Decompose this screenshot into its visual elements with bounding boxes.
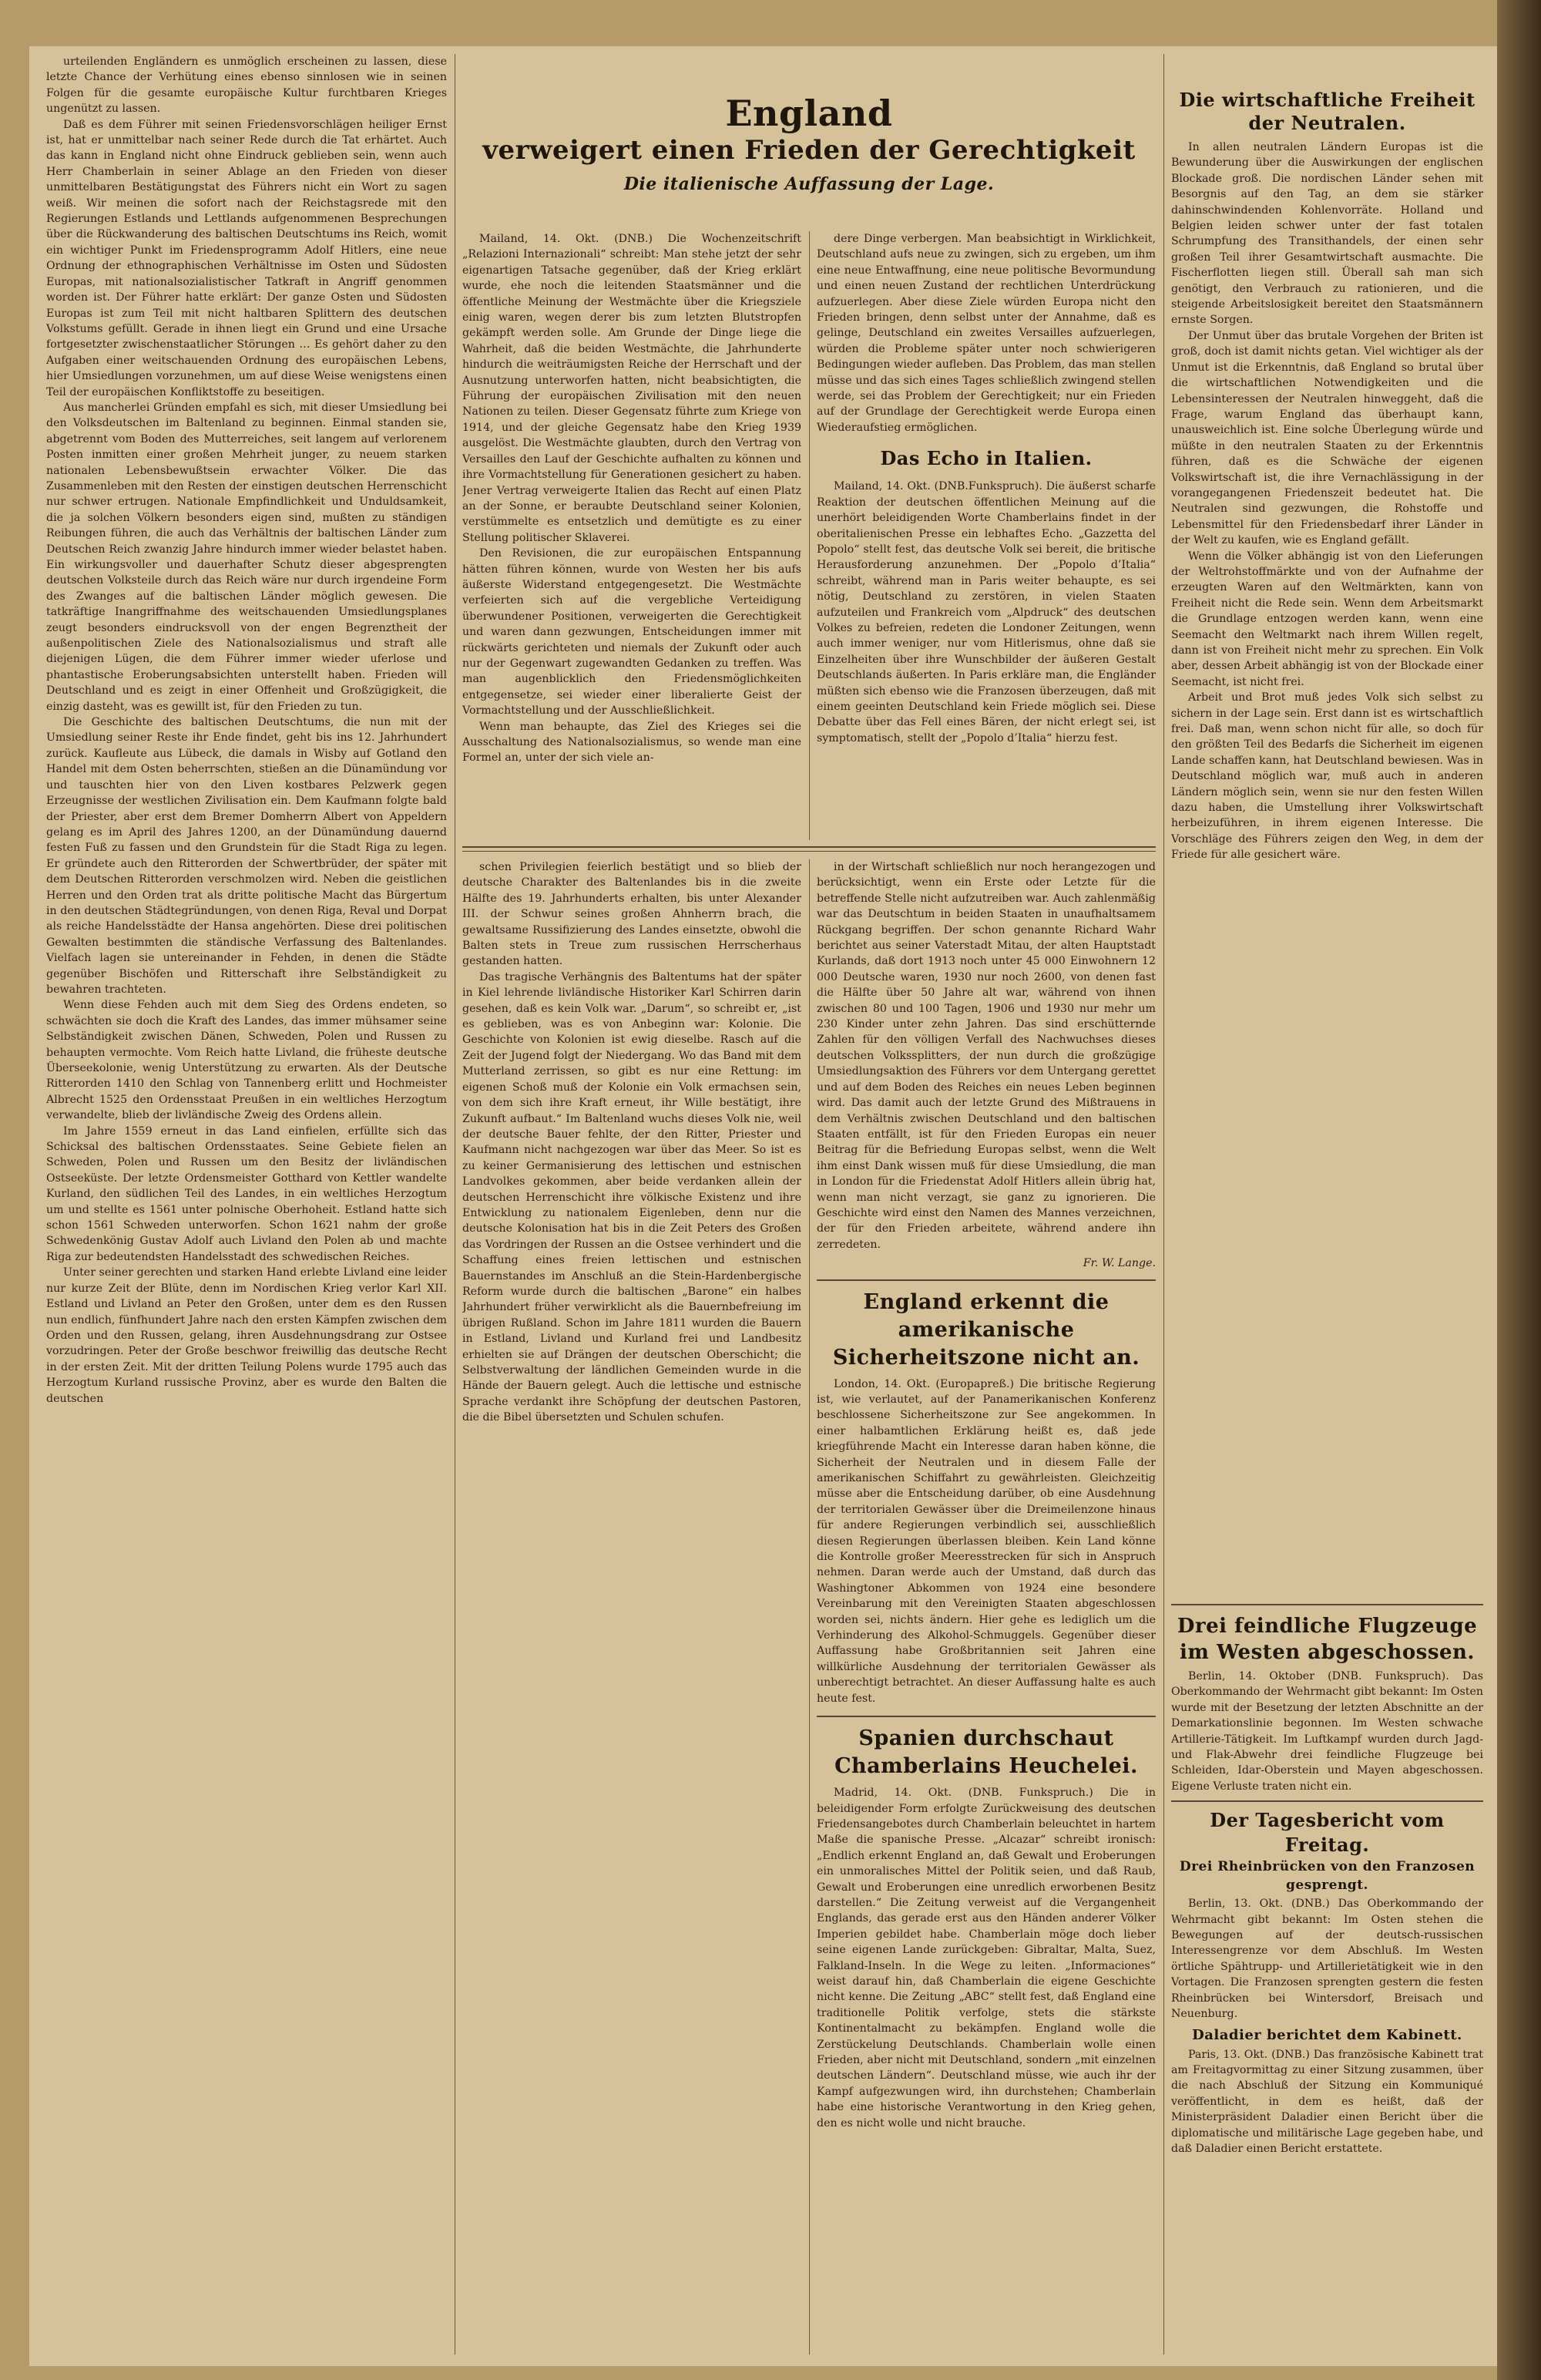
section-rule: [817, 1716, 1156, 1717]
paragraph: Den Revisionen, die zur europäischen Entspannung hätten führen können, wurde von Westen her bis aufs äußerste Widerstand entgegengesetzt. Die Westmächte verfeierten sich auf die vergebliche Verteidigung überwundener Positionen, verweigerten die Gerechtigkeit und waren dann gezwungen, Entscheidungen immer mit rückwärts gerichteten und niemals der Zukunft oder auch nur der Gegenwart zugewandten Gedanken zu treffen. Was man augenblicklich den Friedensmöglichkeiten entgegensetze, sei wieder einer liberalierte Geist der Vormachtstellung und der Ausschließlichkeit.: [462, 547, 801, 718]
paragraph: Berlin, 13. Okt. (DNB.) Das Oberkommando der Wehrmacht gibt bekannt: Im Osten stehen die Bewegungen auf der deutsch-russischen Interessengrenze vor dem Abschluß. Im Westen örtliche Spähtrupp- und Artillerietätigkeit wie in den Vortagen. Die Franzosen sprengten gestern die festen Rheinbrücken bei Wintersdorf, Breisach und Neuenburg.: [1171, 1898, 1483, 2021]
page-edge: [1497, 0, 1541, 2380]
balten-continuation-a: [462, 859, 801, 2355]
paragraph: Aus mancherlei Gründen empfahl es sich, mit dieser Umsiedlung bei den Volksdeutschen im Baltenland zu beginnen. Einmal standen sie, abgetrennt vom Boden des Mutterreiches, seit langem auf verlorenem Posten inmitten einer großen Mehrheit junger, zu neuem starken nationalen Lebensbewußtsein erwachter Völker. Die das Zusammenleben mit den Resten der einstigen deutschen Herrenschicht nur schwer ertrugen. Nationale Empfindlichkeit und Unduldsamkeit, die ja solchen Völkern besonders eigen sind, mußten zu ständigen Reibungen führen, die auch das Verhältnis der baltischen Länder zum Deutschen Reich zwanzig Jahre hindurch immer wieder belastet haben. Ein wirkungsvoller und dauerhafter Schutz dieser abgesprengten deutschen Volksteile durch das Reich wäre nur durch irgendeine Form des Zwanges auf die baltischen Länder möglich gewesen. Die tatkräftige Inangriffnahme des weitschauenden Umsiedlungsplanes zeugt besonders eindrucksvoll von der engen Begrenztheit der außenpolitischen Ziele des Nationalsozialismus und straft alle diejenigen Lügen, die dem Führer immer wieder uferlose und phantastische Eroberungsabsichten unterstellt haben. Frieden will Deutschland und es zeigt in einer Offenheit und Großzügigkeit, die einzig dasteht, was es gewillt ist, für den Frieden zu tun.: [46, 401, 447, 713]
tagesbericht-text: [1171, 1896, 1483, 2022]
paragraph: Mailand, 14. Okt. (DNB.Funkspruch). Die äußerst scharfe Reaktion der deutschen öffentlichen Meinung auf die unerhört beleidigenden Worte Chamberlains findet in der oberitalienischen Presse ein lebhaftes Echo. „Gazzetta del Popolo“ stellt fest, das deutsche Volk sei bereit, die britische Herausforderung anzunehmen. Der „Popolo d’Italia“ schreibt, während man in Paris weiter behaupte, es sei nötig, Deutschland zu zerstören, in vielen Staaten aufzuteilen und Frankreich vom „Alpdruck“ des deutschen Volkes zu befreien, redeten die Londoner Zeitungen, wenn auch immer weniger, nur vom Hitlerismus, ohne daß sie Einzelheiten über ihre Wunschbilder der äußeren Gestalt Deutschlands äußerten. In Paris erkläre man, die Engländer müßten sich ebenso wie die Franzosen überzeugen, daß mit einem geeinten Deutschland kein Friede möglich sei. Diese Debatte über das Fell eines Bären, der nicht erlegt sei, ist symptomatisch, stellt der „Popolo d’Italia“ hierzu fest.: [817, 480, 1156, 745]
paragraph: In allen neutralen Ländern Europas ist die Bewunderung über die Auswirkungen der englischen Blockade groß. Die nordischen Länder sehen mit Besorgnis auf den Tag, an dem sie stärker dahinschwindenden Kohlenvorräte. Holland und Belgien leiden schwer unter der fast totalen Schrumpfung des Transithandels, der einen sehr großen Teil ihrer Gesamtwirtschaft ausmachte. Die Fischerflotten liegen still. Überall sah man sich genötigt, den Verbrauch zu rationieren, und die steigende Arbeitslosigkeit bereitet den Staatsmännern ernste Sorgen.: [1171, 141, 1483, 327]
paragraph: Im Jahre 1559 erneut in das Land einfielen, erfüllte sich das Schicksal des baltischen Ordensstaates. Seine Gebiete fielen an Schweden, Polen und Russen um den Besitz der livländischen Ostseeküste. Der letzte Ordensmeister Gotthard von Kettler wandelte Kurland, den südlichen Teil des Landes, in ein weltliches Herzogtum um und stellte es 1561 unter polnische Oberhoheit. Estland hatte sich schon 1561 Schweden unterworfen. Schon 1621 nahm der große Schwedenkönig Gustav Adolf auch Livland den Polen ab und machte Riga zur bedeutendsten Handelsstadt des schwedischen Reiches.: [46, 1124, 447, 1263]
paragraph: in der Wirtschaft schließlich nur noch herangezogen und berücksichtigt, wenn ein Erste oder Letzte für die betreffende Stelle nicht aufzutreiben war. Auch zahlenmäßig war das Deutschtum in beiden Staaten in unaufhaltsamem Rückgang begriffen. Der schon genannte Richard Wahr berichtet aus seiner Vaterstadt Mitau, der alten Hauptstadt Kurlands, daß dort 1913 noch unter 45 000 Einwohnern 12 000 Deutsche waren, 1930 nur noch 2600, von denen fast die Hälfte über 50 Jahre alt war, während von ihnen zwischen 80 und 100 Tagen, 1906 und 1930 nur mehr um 230 Kinder unter zehn Jahren. Das sind erschütternde Zahlen für den völligen Verfall des Nachwuchses dieses deutschen Volkssplitters, der nun durch die großzügige Umsiedlungsaktion des Führers vor dem Untergang gerettet und auf dem Boden des Reiches ein neues Leben beginnen wird. Das damit auch der letzte Grund des Mißtrauens in dem Verhältnis zwischen Deutschland und den baltischen Staaten entfällt, ist für den Frieden Europas ein neuer Beitrag für die Befriedung Europas selbst, wenn die Welt ihm einst Dank wissen muß für diese Umsiedlung, die man in London für die Friedenstat Adolf Hitlers allein übrig hat, wenn man nicht verzagt, sie ganz zu ignorieren. Die Geschichte wird einst den Namen des Mannes verzeichnen, der für den Frieden arbeitete, während andere ihn zerredeten.: [817, 861, 1156, 1251]
paragraph: London, 14. Okt. (Europapreß.) Die britische Regierung ist, wie verlautet, auf der Panamerikanischen Konferenz beschlossene Sicherheitszone zur See angekommen. In einer halbamtlichen Erklärung heißt es, daß jede kriegführende Macht ein Interesse daran haben könne, die Sicherheit der Neutralen und in diesem Falle der amerikanischen Schiffahrt zu gewährleisten. Gleichzeitig müsse aber die Entscheidung darüber, ob eine Ausdehnung der territorialen Gewässer über die Dreimeilenzone hinaus für andere Regierungen verbindlich sei, ausschließlich diesen Regierungen überlassen bleiben. Kein Land könne die Kontrolle großer Meeresstrecken für sich in Anspruch nehmen. Daran werde auch der Umstand, daß durch das Washingtoner Abkommen von 1924 eine besondere Vereinbarung mit den Vereinigten Staaten abgeschlossen worden sei, nichts ändern. Hier gehe es lediglich um die Verhinderung des Alkohol-Schmuggels. Gegenüber dieser Auffassung habe Großbritannien seit Jahren eine willkürliche Ausdehnung der territorialen Gewässer als unberechtigt betrachtet. An dieser Auffassung halte es auch heute fest.: [817, 1377, 1156, 1705]
paragraph: Paris, 13. Okt. (DNB.) Das französische Kabinett trat am Freitagvormittag zu einer Sitzung zusammen, über die nach Abschluß der Sitzung ein Kommuniqué veröffentlicht, in dem es heißt, daß der Ministerpräsident Daladier einen Bericht über die diplomatische und militärische Lage gegeben habe, und daß Daladier einen Bericht erstattete.: [1171, 2048, 1483, 2155]
balten-continuation-b: [817, 859, 1156, 1272]
england-column-a: [462, 231, 801, 840]
paragraph: Unter seiner gerechten und starken Hand erlebte Livland eine leider nur kurze Zeit der Blüte, denn im Nordischen Krieg verlor Karl XII. Estland und Livland an Peter den Großen, unter dem es den Russen nun endlich, fünfhundert Jahre nach den ersten Kämpfen zwischen dem Orden und den Russen, gelang, ihren Ausdehnungsdrang zur Ostsee vorzudringen. Peter der Große beschwor freiwillig das deutsche Recht in der ersten Zeit. Mit der dritten Teilung Polens wurde 1795 auch das Herzogtum Kurland russische Provinz, aber es wurde den Balten die deutschen: [46, 1266, 447, 1405]
paragraph: Daß es dem Führer mit seinen Friedensvorschlägen heiliger Ernst ist, hat er unmittelbar nach seiner Rede durch die Tat erhärtet. Auch das kann in England nicht ohne Eindruck geblieben sein, wenn auch Herr Chamberlain in seiner Ablage an den Frieden von dieser unmittelbaren Bestätigungstat des Führers nicht ein Wort zu sagen weiß. Wir meinen die sofort nach der Reichstagsrede mit den Regierungen Estlands und Lettlands aufgenommenen Besprechungen über die Rückwanderung des baltischen Deutschtums ins Reich, womit ein wichtiger Punkt im Friedensprogramm Adolf Hitlers, eine neue Ordnung der ethnographischen Verhältnisse im Osten und Südosten Europas, mit nationalsozialistischer Tatkraft in Angriff genommen worden ist. Der Führer hatte erklärt: Der ganze Osten und Südosten Europas ist zum Teil mit nicht haltbaren Splittern des deutschen Volkstums gefüllt. Gerade in ihnen liegt ein Grund und eine Ursache fortgesetzter zwischenstaatlicher Störungen … Es gehört daher zu den Aufgaben einer weitschauenden Ordnung des europäischen Lebens, hier Umsiedlungen vorzunehmen, um auf diese Weise wenigstens einen Teil der europäischen Konfliktstoffe zu beseitigen.: [46, 118, 447, 398]
paragraph: Wenn man behaupte, das Ziel des Krieges sei die Ausschaltung des Nationalsozialismus, so wende man eine Formel an, unter der sich viele an-: [462, 720, 801, 765]
england-headline-block: [462, 92, 1156, 196]
paragraph: Wenn die Völker abhängig ist von den Lieferungen der Weltrohstoffmärkte und von der Aufnahme der erzeugten Waren auf den Weltmärkten, kann von Freiheit nicht die Rede sein. Wenn dem Arbeitsmarkt die Grundlage entzogen werden kann, wenn eine Seemacht den Weltmarkt nach ihrem Willen regelt, dann ist von Freiheit nicht mehr zu sprechen. Ein Volk aber, dessen Arbeit abhängig ist von der Blockade einer Seemacht, ist nicht frei.: [1171, 550, 1483, 688]
byline: Fr. W. Lange.: [1083, 1257, 1156, 1270]
flugzeuge-text: [1171, 1669, 1483, 1794]
tagesbericht-headline: Der Tagesbericht vom Freitag.: [1210, 1809, 1445, 1857]
zone-text: [817, 1377, 1156, 1707]
flugzeuge-headline: Drei feindliche Flugzeuge: [1177, 1615, 1478, 1638]
zone-headline: England erkennt die amerikanische Sicherheitszone nicht an.: [832, 1289, 1140, 1370]
england-subheadline: Die italienische Auffassung der Lage.: [623, 174, 995, 194]
section-rule: [462, 846, 1156, 848]
section-rule: [1171, 1604, 1483, 1605]
column-divider: [809, 231, 810, 840]
freiheit-headline: Die wirtschaftliche Freiheit: [1179, 89, 1476, 111]
spanien-headline: Spanien durchschaut Chamberlains Heuchelei.: [834, 1726, 1138, 1779]
column-divider: [1163, 54, 1164, 2355]
paragraph: Der Unmut über das brutale Vorgehen der Briten ist groß, doch ist damit nichts getan. Viel wichtiger als der Unmut ist die Erkenntnis, daß England so brutal über die wirtschaftlichen Notwendigkeiten und die Lebensinteressen der Neutralen hinweggeht, daß die Frage, warum England das überhaupt kann, unausweichlich ist. Eine solche Überlegung würde und müßte in den neutralen Staaten zu der Erkenntnis führen, daß es die Schwäche der eigenen Volkswirtschaft ist, die ihre Vernachlässigung in der vorangegangenen Friedenszeit bedeutet hat. Die Neutralen sind gezwungen, die Rohstoffe und Lebensmittel für den Friedensbedarf ihrer Länder in der Welt zu kaufen, wie es England gefällt.: [1171, 329, 1483, 547]
paragraph: dere Dinge verbergen. Man beabsichtigt in Wirklichkeit, Deutschland aufs neue zu zwingen, sich zu ergeben, um ihm eine neue Entwaffnung, eine neue politische Bevormundung und einen neuen Zustand der rechtlichen Unterdrückung aufzuerlegen. Aber diese Ziele würden Europa nicht den Frieden bringen, denn selbst unter der Annahme, daß es gelinge, Deutschland ein zweites Versailles aufzuerlegen, würden die Probleme später unter noch schwierigeren Bedingungen wieder aufleben. Das Problem, das man stellen müsse und das sich eines Tages schließlich zwingend stellen werde, sei das Problem der Gerechtigkeit; nur ein Frieden auf der Grundlage der Gerechtigkeit werde Europa einen Wiederaufstieg ermöglichen.: [817, 233, 1156, 434]
column-mixed: [817, 859, 1156, 2355]
paragraph: Mailand, 14. Okt. (DNB.) Die Wochenzeitschrift „Relazioni Internazionali“ schreibt: Man stehe jetzt der sehr eigenartigen Tatsache gegenüber, daß der Krieg erklärt wurde, ehe noch die leitenden Staatsmänner und die öffentliche Meinung der Westmächte über die Kriegsziele einig waren, wegen derer bis zum letzten Blutstropfen gekämpft werden solle. Am Grunde der Dinge liege die Wahrheit, daß die beiden Westmächte, die Jahrhunderte hindurch die weiträumigsten Reiche der Herrschaft und der Ausnutzung unterworfen hatten, nicht beabsichtigten, die Führung der europäischen Zivilisation mit den neuen Nationen zu teilen. Dieser Gegensatz führte zum Kriege von 1914, und der gleiche Gegensatz habe den Krieg 1939 ausgelöst. Die Westmächte glaubten, durch den Vertrag von Versailles den Lauf der Geschichte aufhalten zu können und ihre Vormachtstellung für Generationen gesichert zu haben. Jener Vertrag verweigerte Italien das Recht auf einen Platz an der Sonne, er beraubte Deutschland seiner Kolonien, verstümmelte es entsetzlich und demütigte es zu einer Stellung politischer Sklaverei.: [462, 233, 801, 544]
england-column-b: [817, 231, 1156, 840]
echo-headline: Das Echo in Italien.: [880, 447, 1093, 470]
section-rule: [1171, 1800, 1483, 1802]
freiheit-text: [1171, 140, 1483, 1596]
column-divider: [809, 859, 810, 2355]
england-headline-2: verweigert einen Frieden der Gerechtigkeit: [482, 135, 1136, 166]
paragraph: Die Geschichte des baltischen Deutschtums, die nun mit der Umsiedlung seiner Reste ihr Ende findet, geht bis ins 12. Jahrhundert zurück. Kaufleute aus Lübeck, die damals in Wisby auf Gotland den Handel mit dem Osten beherrschten, stießen an die Dünamündung vor und tauschten hier von den Liven kostbares Pelzwerk gegen Erzeugnisse der westlichen Zivilisation ein. Dem Kaufmann folgte bald der Priester, aber erst dem Bremer Domherrn Albert von Appeldern gelang es im April des Jahres 1200, an der Dünamündung dauernd festen Fuß zu fassen und den Grundstein für die Stadt Riga zu legen. Er gründete auch den Ritterorden der Schwertbrüder, der später mit dem Deutschen Ritterorden verschmolzen wird. Neben die geistlichen Herren und den Orden trat als dritte politische Macht das Bürgertum in den deutschen Städtegründungen, von denen Riga, Reval und Dorpat als reiche Handelsstädte der Hansa angehörten. Diese drei politischen Gewalten bestimmten die ständische Verfassung des Baltenlandes. Vielfach lagen sie untereinander in Fehden, in denen die Städte gegenüber Bischöfen und Ritterschaft ihre Selbständigkeit zu bewahren trachteten.: [46, 716, 447, 996]
freiheit-headline-2: der Neutralen.: [1248, 112, 1406, 134]
england-headline: England: [725, 92, 893, 134]
paragraph: Berlin, 14. Oktober (DNB. Funkspruch). Das Oberkommando der Wehrmacht gibt bekannt: Im Osten wurde mit der Besetzung der letzten Abschnitte an der Demarkationslinie begonnen. Im Westen schwache Artillerie-Tätigkeit. Im Luftkampf wurden durch Jagd- und Flak-Abwehr drei feindliche Flugzeuge bei Schleiden, Idar-Oberstein und Mayen abgeschossen. Eigene Verluste traten nicht ein.: [1171, 1670, 1483, 1793]
daladier-text: [1171, 2047, 1483, 2157]
spanien-text: [817, 1785, 1156, 2131]
daladier-subheadline: Daladier berichtet dem Kabinett.: [1192, 2026, 1462, 2043]
paragraph: schen Privilegien feierlich bestätigt und so blieb der deutsche Charakter des Baltenlandes bis in die zweite Hälfte des 19. Jahrhunderts erhalten, bis unter Alexander III. der Schwur seines großen Ahnherrn brach, die gewaltsame Russifizierung des Landes einsetzte, obwohl die Balten stets in Treue zum russischen Herrscherhaus gestanden hatten.: [462, 861, 801, 968]
section-rule: [817, 1279, 1156, 1281]
paragraph: urteilenden Engländern es unmöglich erscheinen zu lassen, diese letzte Chance der Verhütung eines ebenso sinnlosen wie in seinen Folgen für die gesamte europäische Kultur furchtbaren Krieges ungenützt zu lassen.: [46, 55, 447, 116]
paragraph: Arbeit und Brot muß jedes Volk sich selbst zu sichern in der Lage sein. Erst dann ist es wirtschaftlich frei. Daß man, wenn schon nicht für alle, so doch für den größten Teil des Bedarfs die Sicherheit im eigenen Lande schaffen kann, hat Deutschland bewiesen. Was in Deutschland möglich war, muß auch in anderen Ländern möglich sein, wenn sie nur den festen Willen dazu haben, die Umstellung ihrer Volkswirtschaft herbeizuführen, in ihrem eigenen Interesse. Die Vorschläge des Führers zeigen den Weg, in dem der Friede für alle gesichert wäre.: [1171, 691, 1483, 862]
paragraph: Madrid, 14. Okt. (DNB. Funkspruch.) Die in beleidigender Form erfolgte Zurückweisung des deutschen Friedensangebotes durch Chamberlain beleuchtet in hartem Maße die spanische Presse. „Alcazar“ schreibt ironisch: „Endlich erkennt England an, daß Gewalt und Eroberungen ein unmoralisches Mittel der Politik seien, und daß Raub, Gewalt und Eroberungen eine unredlich erworbenen Besitz darstellen.“ Die Zeitung verweist auf die Vergangenheit Englands, das gerade erst aus den Händen anderer Völker Imperien gebildet habe. Chamberlain möge doch lieber seine eigenen Lande zurückgeben: Gibraltar, Malta, Suez, Falkland-Inseln. In die Wege zu leiten. „Informaciones“ weist darauf hin, daß Chamberlain die eigene Geschichte nicht kenne. Die Zeitung „ABC“ stellt fest, daß England eine traditionelle Politik verfolge, stets die stärkste Kontinentalmacht zu bekämpfen. England wolle die Zerstückelung Deutschlands. Chamberlain wolle einen Frieden, aber nicht mit Deutschland, sondern „mit einzelnen deutschen Ländern“. Deutschland müsse, wie auch ihr der Kampf aufgezwungen wird, ihn durchstehen; Chamberlain habe eine historische Verantwortung in den Krieg gehen, den es nicht wolle und nicht brauche.: [817, 1787, 1156, 2130]
flugzeuge-headline-2: im Westen abgeschossen.: [1180, 1641, 1475, 1664]
paragraph: Wenn diese Fehden auch mit dem Sieg des Ordens endeten, so schwächten sie doch die Kraft des Landes, das immer mühsamer seine Selbständigkeit zwischen Dänen, Schweden, Polen und Russen zu behaupten vermochte. Vom Reich hatte Livland, die früheste deutsche Überseekolonie, wenig Unterstützung zu erwarten. Als der Deutsche Ritterorden 1410 den Schlag von Tannenberg erlitt und Hochmeister Albrecht 1525 den Ordensstaat Preußen in ein weltliches Herzogtum verwandelte, blieb der livländische Zweig des Ordens allein.: [46, 999, 447, 1122]
paragraph: Das tragische Verhängnis des Baltentums hat der später in Kiel lehrende livländische Historiker Karl Schirren darin gesehen, daß es kein Volk war. „Darum“, so schreibt er, „ist es geblieben, was es von Anbeginn war: Kolonie. Die Geschichte von Kolonien ist ewig dieselbe. Rasch auf die Zeit der Jugend folgt der Niedergang. Wo das Band mit dem Mutterland zerrissen, so gibt es nur eine Rettung: im eigenen Schoß muß der Kolonie ein Volk ermachsen sein, von dem sich ihre Kraft erneut, ihr Wille bestätigt, ihre Zukunft aufbaut.“ Im Baltenland wuchs dieses Volk nie, weil der deutsche Bauer fehlte, der den Ritter, Priester und Kaufmann nicht nachgezogen war über das Meer. So ist es zu keiner Germanisierung des lettischen und estnischen Landvolkes gekommen, aber beide verdanken allein der deutschen Herrenschicht ihre völkische Existenz und ihre Entwicklung zu nationalem Eigenleben, denn nur die deutsche Kolonisation hat bis in die Zeit Peters des Großen das Vordringen der Russen an die Ostsee verhindert und die Schaffung eines freien lettischen und estnischen Bauernstandes im Anschluß an die Stein-Hardenbergische Reform wurde durch die baltischen „Barone“ ein halbes Jahrhundert früher verwirklicht als die Bauernbefreiung im übrigen Rußland. Schon im Jahre 1811 wurden die Bauern in Estland, Livland und Kurland frei und Landbesitz erhielten sie auf Drängen der deutschen Oberschicht; die Selbstverwaltung der ländlichen Gemeinden wurde in die Hände der Bauern gelegt. Auch die lettische und estnische Sprache verdankt ihre Schöpfung der deutschen Pastoren, die die Bibel übersetzten und Schulen schufen.: [462, 970, 801, 1424]
column-balten-article: [46, 54, 447, 2355]
right-column: [1171, 89, 1483, 2355]
tagesbericht-subheadline: Drei Rheinbrücken von den Franzosen gesprengt.: [1179, 1859, 1476, 1894]
section-rule: [462, 851, 1156, 852]
